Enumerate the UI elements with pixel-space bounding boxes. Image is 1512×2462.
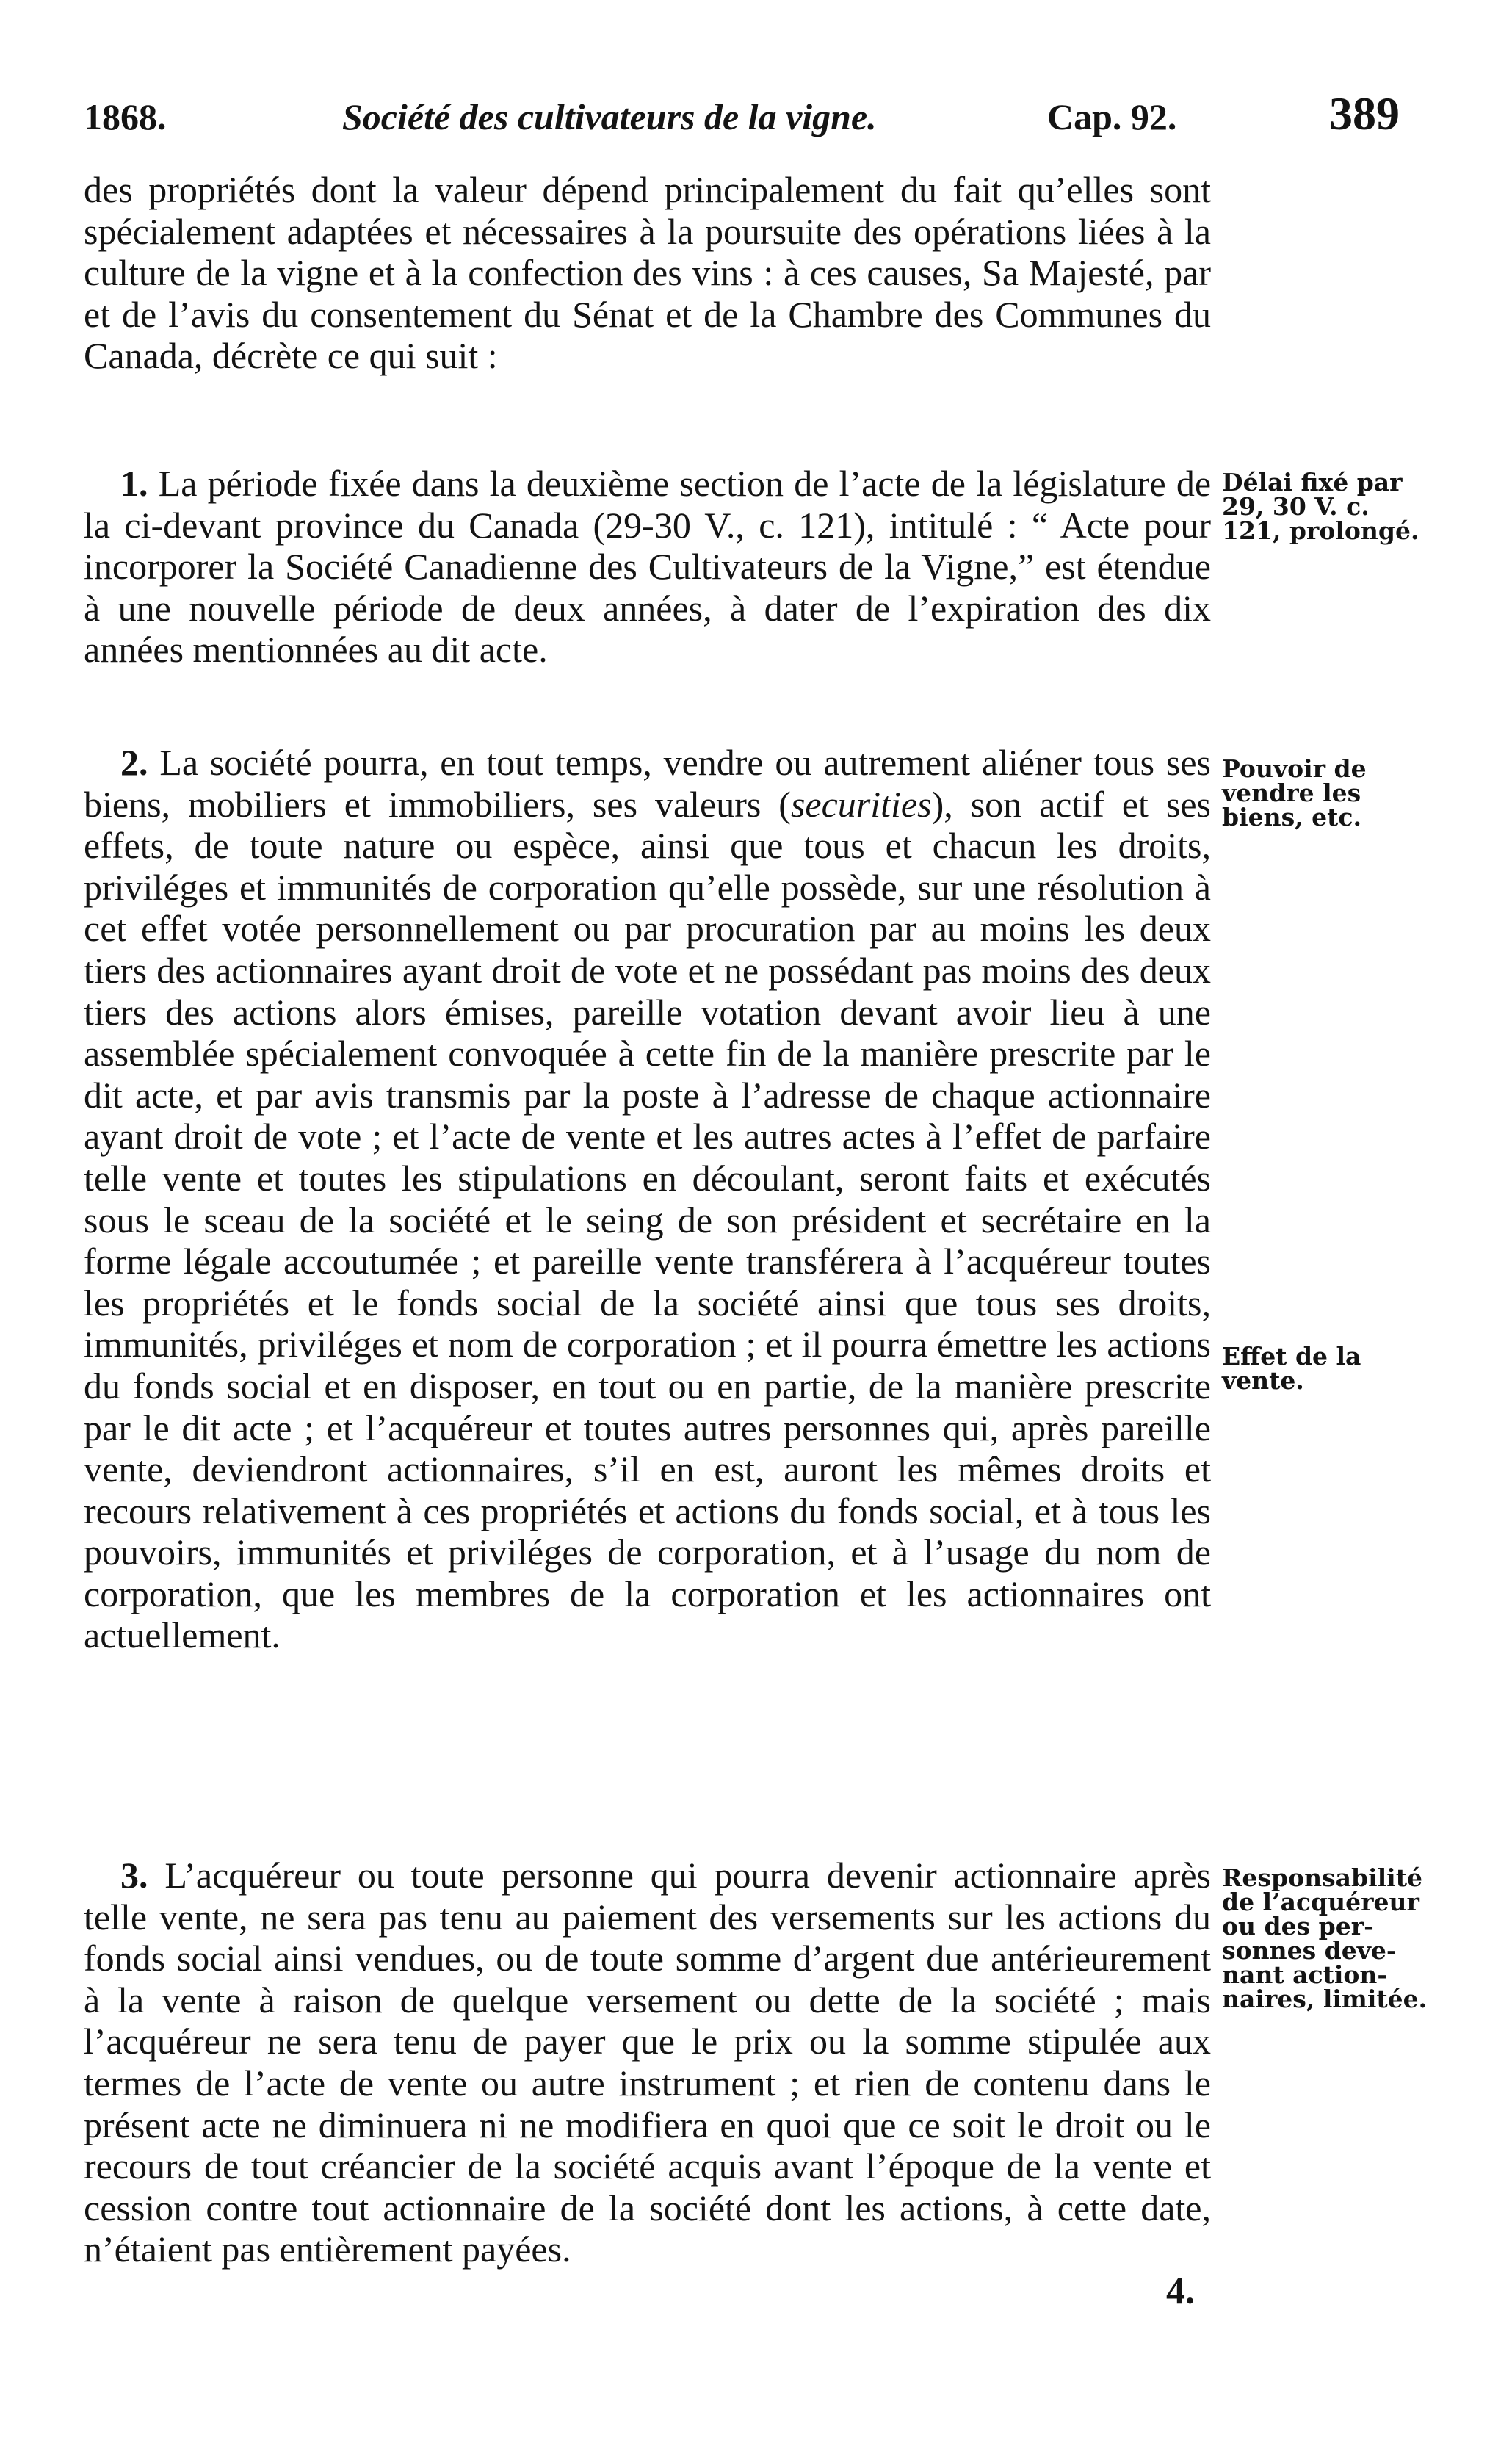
section-1-paragraph <box>84 463 1211 671</box>
page-number: 389 <box>1329 87 1400 140</box>
margin-note-pouvoir <box>1222 754 1472 831</box>
margin-note-line: Pouvoir de <box>1222 754 1367 783</box>
section-2-number: 2. <box>120 742 148 783</box>
margin-note-line: 29, 30 V. c. <box>1222 492 1370 521</box>
section-3 <box>84 1855 1211 2270</box>
catchword: 4. <box>1166 2270 1195 2312</box>
section-2-italic-term: securities <box>790 783 932 825</box>
margin-note-responsabilite <box>1222 1863 1472 2013</box>
header-chapter: Cap. 92. <box>1047 96 1177 137</box>
preamble-text: des propriétés dont la valeur dépend principalement du fait qu’elles sont spécialement adaptées et nécessaires à la poursuite des opérations liées à la culture de la vigne et à la confection des vins : à ces causes, Sa Majesté, par et de l’avis du consentement du Sénat et de la Chambre des Communes du Canada, décrète ce qui suit : <box>84 169 1211 377</box>
section-2-text-end: ), son actif et ses effets, de toute nature ou espèce, ainsi que tous et chacun les droits, priviléges et immunités de corporation qu’elle possède, sur une résolution à cet effet votée personnellement ou par procuration par au moins les deux tiers des actionnaires ayant droit de vote et ne possédant pas moins des deux tiers des actions alors émises, pareille votation devant avoir lieu à une assemblée spécialement convoquée à cette fin de la manière prescrite par le dit acte, et par avis transmis par la poste à l’adresse de chaque actionnaire ayant droit de vote ; et l’acte de vente et les autres actes à l’effet de parfaire telle vente et toutes les stipulations en découlant, seront faits et exécutés sous le sceau de la société et le seing de son président et secrétaire en la forme légale accoutumée ; et pareille vente transférera à l’acquéreur toutes les propriétés et le fonds social de la société ainsi que tous ses droits, immunités, priviléges et nom de corporation ; et il pourra émettre les actions du fonds social et en disposer, en tout ou en partie, de la manière prescrite par le dit acte ; et l’acquéreur et toutes autres personnes qui, après pareille vente, deviendront actionnaires, s’il en est, auront les mêmes droits et recours relativement à ces propriétés et actions du fonds social, et à tous les pouvoirs, immunités et priviléges de corporation, et à l’usage du nom de corporation, que les membres de la corporation et les actionnaires ont actuellement. <box>84 783 1211 1656</box>
margin-note-line: vente. <box>1222 1366 1304 1395</box>
margin-note-line: sonnes deve- <box>1222 1936 1397 1965</box>
header-year: 1868. <box>84 96 167 137</box>
margin-note-line: biens, etc. <box>1222 803 1361 831</box>
margin-note-line: 121, prolongé. <box>1222 516 1419 545</box>
margin-note-line: Effet de la <box>1222 1342 1361 1371</box>
margin-note-line: nant action- <box>1222 1960 1388 1989</box>
header-title: Société des cultivateurs de la vigne. <box>342 96 877 137</box>
section-1-number: 1. <box>120 463 148 504</box>
margin-note-line: naires, limitée. <box>1222 1985 1428 2013</box>
margin-note-line: Responsabilité <box>1222 1863 1422 1892</box>
margin-note-effet <box>1222 1344 1472 1393</box>
margin-note-line: Délai fixé par <box>1222 468 1403 497</box>
section-2 <box>84 742 1211 1656</box>
section-3-number: 3. <box>120 1855 148 1896</box>
section-2-paragraph <box>84 742 1211 1656</box>
preamble-block <box>84 169 1211 377</box>
section-1-text: La période fixée dans la deuxième section de l’acte de la législature de la ci-devant province du Canada (29-30 V., c. 121), intitulé : “ Acte pour incorporer la Société Canadienne des Cultivateurs de la Vigne,” est étendue à une nouvelle période de deux années, à dater de l’expiration des dix années mentionnées au dit acte. <box>84 463 1212 671</box>
section-3-paragraph <box>84 1855 1211 2270</box>
margin-note-line: ou des per- <box>1222 1912 1374 1941</box>
margin-note-line: vendre les <box>1222 779 1361 807</box>
section-3-text: L’acquéreur ou toute personne qui pourra devenir actionnaire après telle vente, ne sera pas tenu au paiement des versements sur les actions du fonds social ainsi vendues, ou de toute somme d’argent due antérieurement à la vente à raison de quelque versement ou dette de la société ; mais l’acquéreur ne sera tenu de payer que le prix ou la somme stipulée aux termes de l’acte de vente ou autre instrument ; et rien de contenu dans le présent acte ne diminuera ni ne modifiera en quoi que ce soit le droit ou le recours de tout créancier de la société acquis avant l’époque de la vente et cession contre tout actionnaire de la société dont les actions, à cette date, n’étaient pas entièrement payées. <box>84 1855 1211 2270</box>
page-header <box>0 87 1512 145</box>
section-1 <box>84 463 1211 671</box>
margin-note-delai <box>1222 470 1472 543</box>
margin-note-line: de l’acquéreur <box>1222 1888 1419 1916</box>
section-2-text-start: La société pourra, en tout temps, vendre ou autrement aliéner tous ses biens, mobiliers et immobiliers, ses valeurs ( <box>84 742 1211 825</box>
